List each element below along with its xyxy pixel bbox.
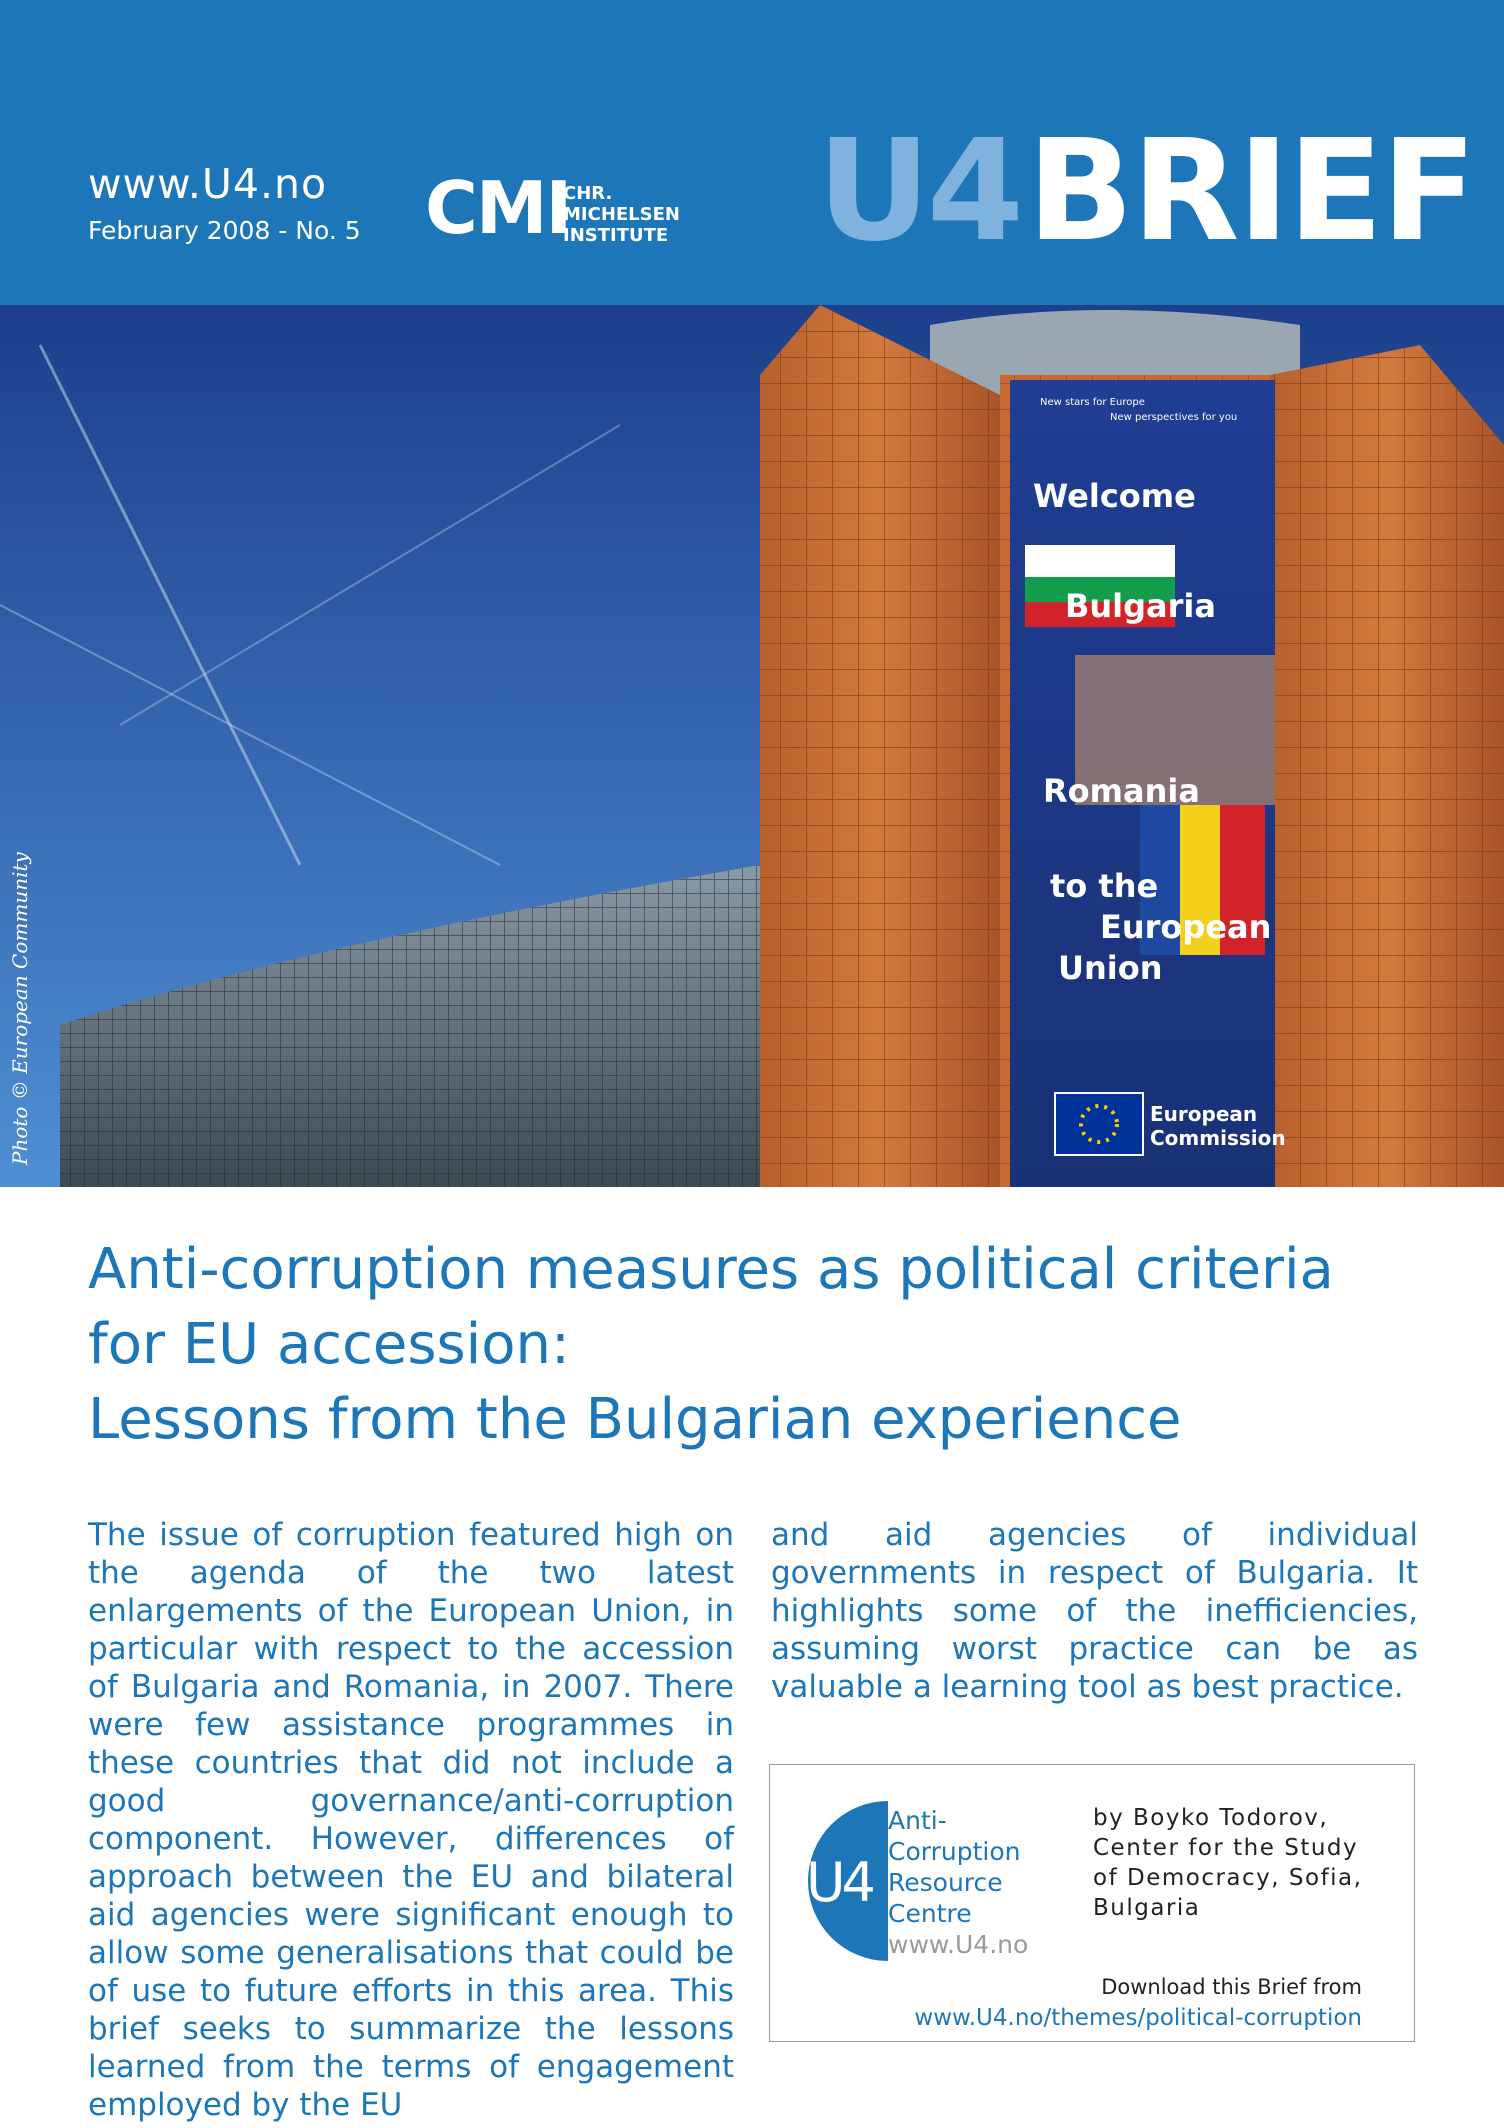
byline-line: Bulgaria (1093, 1895, 1201, 1921)
banner-to-the: to the (1050, 867, 1159, 905)
banner-bulgaria: Bulgaria (1065, 587, 1216, 625)
banner-welcome: Welcome (1033, 477, 1196, 515)
centre-name (888, 1805, 1028, 1960)
title-line: Lessons from the Bulgarian experience (88, 1387, 1182, 1452)
author-info-box (769, 1764, 1415, 2042)
site-url[interactable]: www.U4.no (88, 160, 328, 208)
centre-name-line: Resource (888, 1868, 1003, 1897)
cmi-logo: CMI (425, 166, 571, 250)
brief-brand-mark: BRIEF (1027, 110, 1475, 273)
eu-flag-icon (1055, 1093, 1143, 1155)
banner-romania: Romania (1043, 772, 1200, 810)
cover-photo (0, 305, 1504, 1187)
download-label: Download this Brief from (1101, 1975, 1362, 1999)
title-line: for EU accession: (88, 1312, 570, 1377)
cmi-name-line: INSTITUTE (563, 225, 669, 246)
banner-european: European (1100, 908, 1272, 946)
issue-date: February 2008 - No. 5 (88, 216, 361, 245)
title-line: Anti-corruption measures as political criteria (88, 1237, 1334, 1302)
centre-name-line: Anti- (888, 1806, 947, 1835)
centre-name-line: Centre (888, 1899, 972, 1928)
banner-slogan-left: New stars for Europe (1040, 397, 1145, 408)
centre-url[interactable]: www.U4.no (888, 1930, 1029, 1959)
summary-right-column: and aid agencies of individual governments in respect of Bulgaria. It highlights some of the inefficiencies, assuming worst practice can be as valuable a learning tool as best practice. (771, 1517, 1418, 1705)
summary-left-column: The issue of corruption featured high on the agenda of the two latest enlargements of the European Union, in particular with respect to the accession of Bulgaria and Romania, in 2007. There were few assistance programmes in these countries that did not include a good governance/anti-corruption component. However, differences of approach between the EU and bilateral aid agencies were significant enough to allow some generalisations that could be of use to future efforts in this area. This brief seeks to summarize the lessons learned from the terms of engagement employed by the EU (88, 1517, 734, 2123)
cmi-name-line: CHR. (563, 183, 613, 204)
logo-mark: U4 (806, 1851, 872, 1914)
commission-line-2: Commission (1150, 1126, 1286, 1150)
header-bar (0, 0, 1504, 305)
cmi-name-line: MICHELSEN (563, 204, 680, 225)
banner-slogan-right: New perspectives for you (1110, 412, 1238, 423)
commission-line-1: European (1150, 1102, 1258, 1126)
u4-circle-icon (798, 1801, 888, 1961)
cmi-institute-name (563, 183, 680, 246)
byline-line: Center for the Study (1093, 1835, 1359, 1861)
u4-centre-logo (798, 1801, 888, 1965)
author-byline (1093, 1803, 1362, 1923)
centre-name-line: Corruption (888, 1837, 1021, 1866)
download-link[interactable]: www.U4.no/themes/political-corruption (914, 2005, 1362, 2031)
u4-brand-mark: U4 (817, 110, 1021, 273)
berlaymont-building-illustration (0, 305, 1504, 1187)
photo-credit: Photo © European Community (8, 852, 32, 1165)
brief-title (88, 1232, 1458, 1457)
banner-union: Union (1058, 949, 1163, 987)
byline-line: of Democracy, Sofia, (1093, 1865, 1363, 1891)
byline-line: by Boyko Todorov, (1093, 1805, 1329, 1831)
